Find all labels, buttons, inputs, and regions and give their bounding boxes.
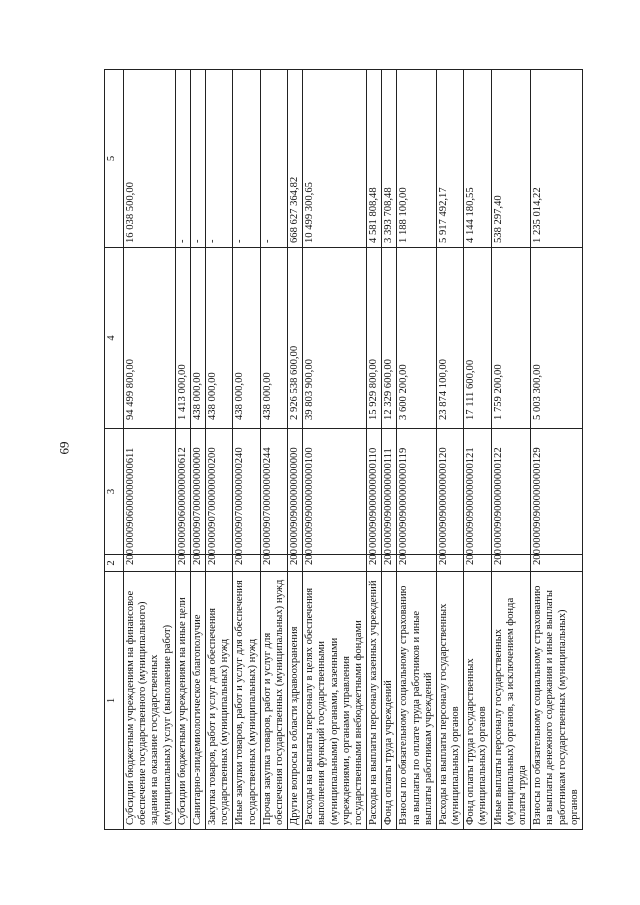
row-code-cell: 200 — [303, 555, 367, 572]
row-code-cell: 200 — [464, 555, 491, 572]
row-plan-amount-cell: 438 000,00 — [233, 248, 260, 429]
row-fact-amount-cell: 16 038 500,00 — [124, 70, 176, 248]
row-kbk-cell: 0000909000000000100 — [303, 429, 367, 555]
row-plan-amount-cell: 15 929 800,00 — [367, 248, 382, 429]
row-kbk-cell: 0000909000000000129 — [531, 429, 583, 555]
row-name-cell: Субсидии бюджетным учреждениям на иные цели — [175, 572, 190, 830]
table-row — [124, 70, 176, 830]
row-kbk-cell: 0000907000000000000 — [190, 429, 205, 555]
row-name-cell: Фонд оплаты труда учреждений — [382, 572, 397, 830]
row-fact-amount-cell: 538 297,40 — [491, 70, 531, 248]
table-row — [260, 70, 287, 830]
row-fact-amount-cell: - — [206, 70, 233, 248]
table-row — [303, 70, 367, 830]
row-name-cell: Закупка товаров, работ и услуг для обеспечения государственных (муниципальных) нужд — [206, 572, 233, 830]
row-plan-amount-cell: 438 000,00 — [190, 248, 205, 429]
row-name-cell: Взносы по обязательному социальному страхованию на выплаты по оплате труда работников и иные выплаты работникам учреждений — [397, 572, 437, 830]
row-code-cell: 200 — [233, 555, 260, 572]
row-plan-amount-cell: 23 874 100,00 — [436, 248, 463, 429]
row-kbk-cell: 0000909000000000121 — [464, 429, 491, 555]
row-fact-amount-cell: 5 917 492,17 — [436, 70, 463, 248]
row-name-cell: Расходы на выплаты персоналу государственных (муниципальных) органов — [436, 572, 463, 830]
table-row — [531, 70, 583, 830]
row-kbk-cell: 0000909000000000122 — [491, 429, 531, 555]
table-row — [382, 70, 397, 830]
table-row — [436, 70, 463, 830]
row-code-cell: 200 — [288, 555, 303, 572]
row-plan-amount-cell: 5 003 300,00 — [531, 248, 583, 429]
table-body — [124, 70, 583, 830]
row-name-cell: Субсидии бюджетным учреждениям на финансовое обеспечение государственного (муниципального) задания на оказание государственных (муниципальных) услуг (выполнение работ) — [124, 572, 176, 830]
row-kbk-cell: 0000907000000000200 — [206, 429, 233, 555]
table-row — [190, 70, 205, 830]
row-kbk-cell: 0000909000000000119 — [397, 429, 437, 555]
row-code-cell: 200 — [206, 555, 233, 572]
row-name-cell: Другие вопросы в области здравоохранения — [288, 572, 303, 830]
row-plan-amount-cell: 1 759 200,00 — [491, 248, 531, 429]
budget-table — [104, 69, 583, 830]
row-code-cell: 200 — [190, 555, 205, 572]
row-fact-amount-cell: - — [175, 70, 190, 248]
row-name-cell: Прочая закупка товаров, работ и услуг для обеспечения государственных (муниципальных) нужд — [260, 572, 287, 830]
row-code-cell: 200 — [491, 555, 531, 572]
row-fact-amount-cell: - — [233, 70, 260, 248]
row-plan-amount-cell: 1 413 000,00 — [175, 248, 190, 429]
row-fact-amount-cell: - — [190, 70, 205, 248]
row-name-cell: Санитарно-эпидемиологическое благополучие — [190, 572, 205, 830]
row-name-cell: Расходы на выплаты персоналу в целях обеспечения выполнения функций государственными (муниципальными) органами, казенными учреждениями, органами управления государственными внебюджетными фондами — [303, 572, 367, 830]
row-name-cell: Иные закупки товаров, работ и услуг для обеспечения государственных (муниципальных) нужд — [233, 572, 260, 830]
row-code-cell: 200 — [124, 555, 176, 572]
row-fact-amount-cell: 4 581 808,48 — [367, 70, 382, 248]
row-code-cell: 200 — [397, 555, 437, 572]
table-row — [175, 70, 190, 830]
row-name-cell: Расходы на выплаты персоналу казенных учреждений — [367, 572, 382, 830]
table-row — [367, 70, 382, 830]
row-plan-amount-cell: 39 803 900,00 — [303, 248, 367, 429]
row-code-cell: 200 — [175, 555, 190, 572]
row-kbk-cell: 0000906000000000611 — [124, 429, 176, 555]
row-kbk-cell: 0000909000000000111 — [382, 429, 397, 555]
row-plan-amount-cell: 12 329 600,00 — [382, 248, 397, 429]
row-fact-amount-cell: 1 188 100,00 — [397, 70, 437, 248]
row-kbk-cell: 0000909000000000000 — [288, 429, 303, 555]
table-row — [464, 70, 491, 830]
header-col-3: 3 — [105, 429, 124, 555]
header-col-5: 5 — [105, 70, 124, 248]
header-col-4: 4 — [105, 248, 124, 429]
table-row — [288, 70, 303, 830]
budget-table-container — [104, 70, 580, 830]
table-row — [397, 70, 437, 830]
table-row — [233, 70, 260, 830]
row-kbk-cell: 0000906000000000612 — [175, 429, 190, 555]
row-fact-amount-cell: 4 144 180,55 — [464, 70, 491, 248]
row-kbk-cell: 0000909000000000120 — [436, 429, 463, 555]
row-name-cell: Взносы по обязательному социальному страхованию на выплаты денежного содержания и иные выплаты работникам государственных (муниципальных) органов — [531, 572, 583, 830]
row-kbk-cell: 0000907000000000240 — [233, 429, 260, 555]
row-code-cell: 200 — [260, 555, 287, 572]
row-fact-amount-cell: 3 393 708,48 — [382, 70, 397, 248]
page-number: 69 — [56, 441, 72, 455]
table-row — [206, 70, 233, 830]
table-row — [491, 70, 531, 830]
row-code-cell: 200 — [436, 555, 463, 572]
header-col-2: 2 — [105, 555, 124, 572]
row-code-cell: 200 — [382, 555, 397, 572]
row-plan-amount-cell: 94 499 800,00 — [124, 248, 176, 429]
row-plan-amount-cell: 2 926 538 600,00 — [288, 248, 303, 429]
row-plan-amount-cell: 438 000,00 — [206, 248, 233, 429]
row-name-cell: Фонд оплаты труда государственных (муниципальных) органов — [464, 572, 491, 830]
row-fact-amount-cell: 668 627 364,82 — [288, 70, 303, 248]
header-col-1: 1 — [105, 572, 124, 830]
row-fact-amount-cell: 1 235 014,22 — [531, 70, 583, 248]
row-plan-amount-cell: 438 000,00 — [260, 248, 287, 429]
row-fact-amount-cell: 10 499 300,65 — [303, 70, 367, 248]
row-plan-amount-cell: 17 111 600,00 — [464, 248, 491, 429]
row-kbk-cell: 0000907000000000244 — [260, 429, 287, 555]
row-fact-amount-cell: - — [260, 70, 287, 248]
row-code-cell: 200 — [531, 555, 583, 572]
header-row — [105, 70, 124, 830]
row-name-cell: Иные выплаты персоналу государственных (муниципальных) органов, за исключением фонда оплаты труда — [491, 572, 531, 830]
row-kbk-cell: 0000909000000000110 — [367, 429, 382, 555]
rotated-table — [104, 70, 580, 830]
row-plan-amount-cell: 3 600 200,00 — [397, 248, 437, 429]
row-code-cell: 200 — [367, 555, 382, 572]
